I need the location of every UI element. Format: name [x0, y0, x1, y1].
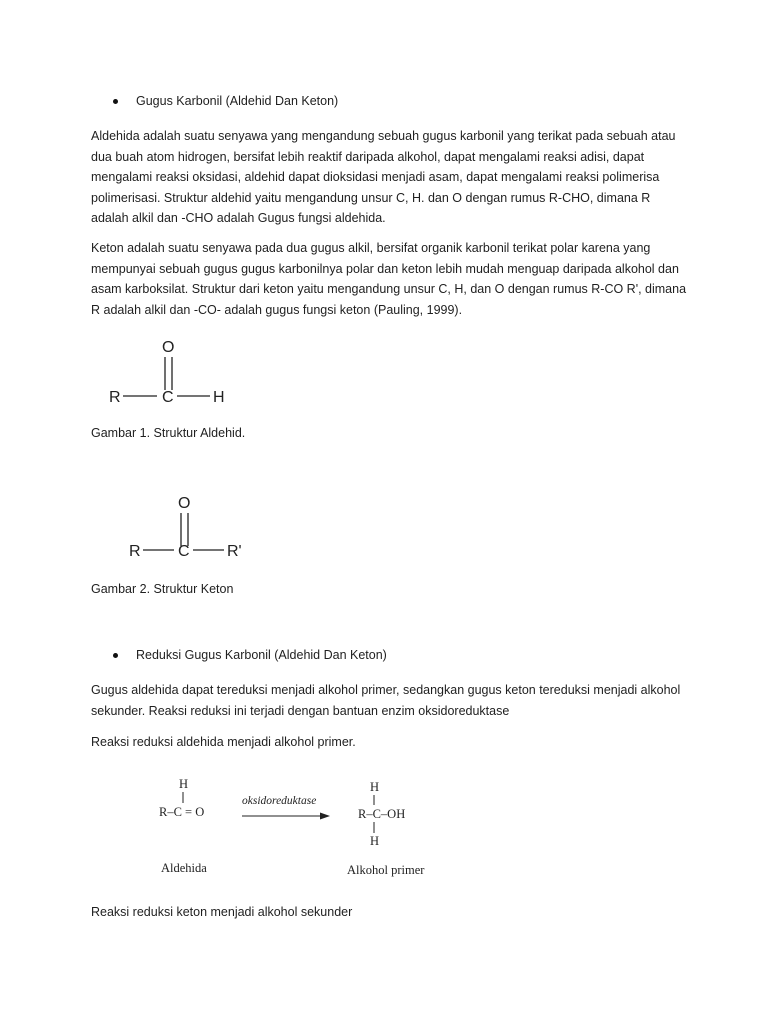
right-formula: R–C–OH: [358, 807, 406, 821]
bullet-dot: [113, 653, 118, 658]
reaksi-aldehida-label: Reaksi reduksi aldehida menjadi alkohol primer.: [91, 735, 356, 749]
reaction-arrow-head: [320, 813, 330, 820]
reaction-scheme: [150, 772, 450, 882]
aldehyde-r: R: [109, 389, 121, 406]
bullet-dot: [113, 99, 118, 104]
aldehyde-hydrogen: H: [213, 389, 225, 406]
ketone-oxygen: O: [178, 495, 191, 512]
caption-keton: Gambar 2. Struktur Keton: [91, 582, 234, 596]
aldehyde-oxygen: O: [162, 339, 175, 356]
right-bottom-hydrogen: H: [370, 834, 380, 848]
ketone-r: R: [129, 543, 141, 560]
caption-aldehid: Gambar 1. Struktur Aldehid.: [91, 426, 246, 440]
left-hydrogen: H: [179, 777, 189, 791]
ketone-structure: [120, 488, 270, 568]
bullet-text: Reduksi Gugus Karbonil (Aldehid Dan Keton): [136, 648, 387, 662]
aldehyde-carbon: C: [162, 389, 174, 406]
keton-paragraph: Keton adalah suatu senyawa pada dua gugus alkil, bersifat organik karbonil terikat polar karena yang mempunyai sebuah gugus gugus karbonilnya polar dan keton lebih mudah menguap daripada alkohol dan asam karboksilat. Struktur dari keton yaitu mengandung unsur C, H, dan O dengan rumus R-CO R', dimana R adalah alkil dan -CO- adalah gugus fungsi keton (Pauling, 1999).: [91, 241, 687, 317]
right-compound-name: Alkohol primer: [347, 863, 425, 877]
aldehyde-structure: [100, 332, 250, 412]
reduksi-paragraph: Gugus aldehida dapat tereduksi menjadi alkohol primer, sedangkan gugus keton tereduksi menjadi alkohol sekunder. Reaksi reduksi ini terjadi dengan bantuan enzim oksidoreduktase: [91, 683, 681, 718]
left-formula: R–C = O: [159, 805, 205, 819]
aldehida-paragraph: Aldehida adalah suatu senyawa yang mengandung sebuah gugus karbonil yang terikat pada sebuah atau dua buah atom hidrogen, bersifat lebih reaktif daripada alkohol, dapat mengalami reaksi adisi, dapat mengalami reaksi oksidasi, aldehid dapat dioksidasi menjadi asam, dapat mengalami reaksi polimerisa polimerisasi. Struktur aldehid yaitu mengandung unsur C, H. dan O dengan rumus R-CHO, dimana R adalah alkil dan -CHO adalah Gugus fungsi aldehida.: [91, 129, 676, 225]
left-compound-name: Aldehida: [161, 861, 207, 875]
right-top-hydrogen: H: [370, 780, 380, 794]
bullet-item-reduksi: [113, 648, 387, 662]
bullet-text: Gugus Karbonil (Aldehid Dan Keton): [136, 94, 339, 108]
ketone-carbon: C: [178, 543, 190, 560]
reaksi-keton-label: Reaksi reduksi keton menjadi alkohol sekunder: [91, 905, 353, 919]
ketone-r-prime: R': [227, 543, 242, 560]
bullet-item-gugus-karbonil: [113, 94, 338, 108]
arrow-label: oksidoreduktase: [242, 795, 317, 807]
